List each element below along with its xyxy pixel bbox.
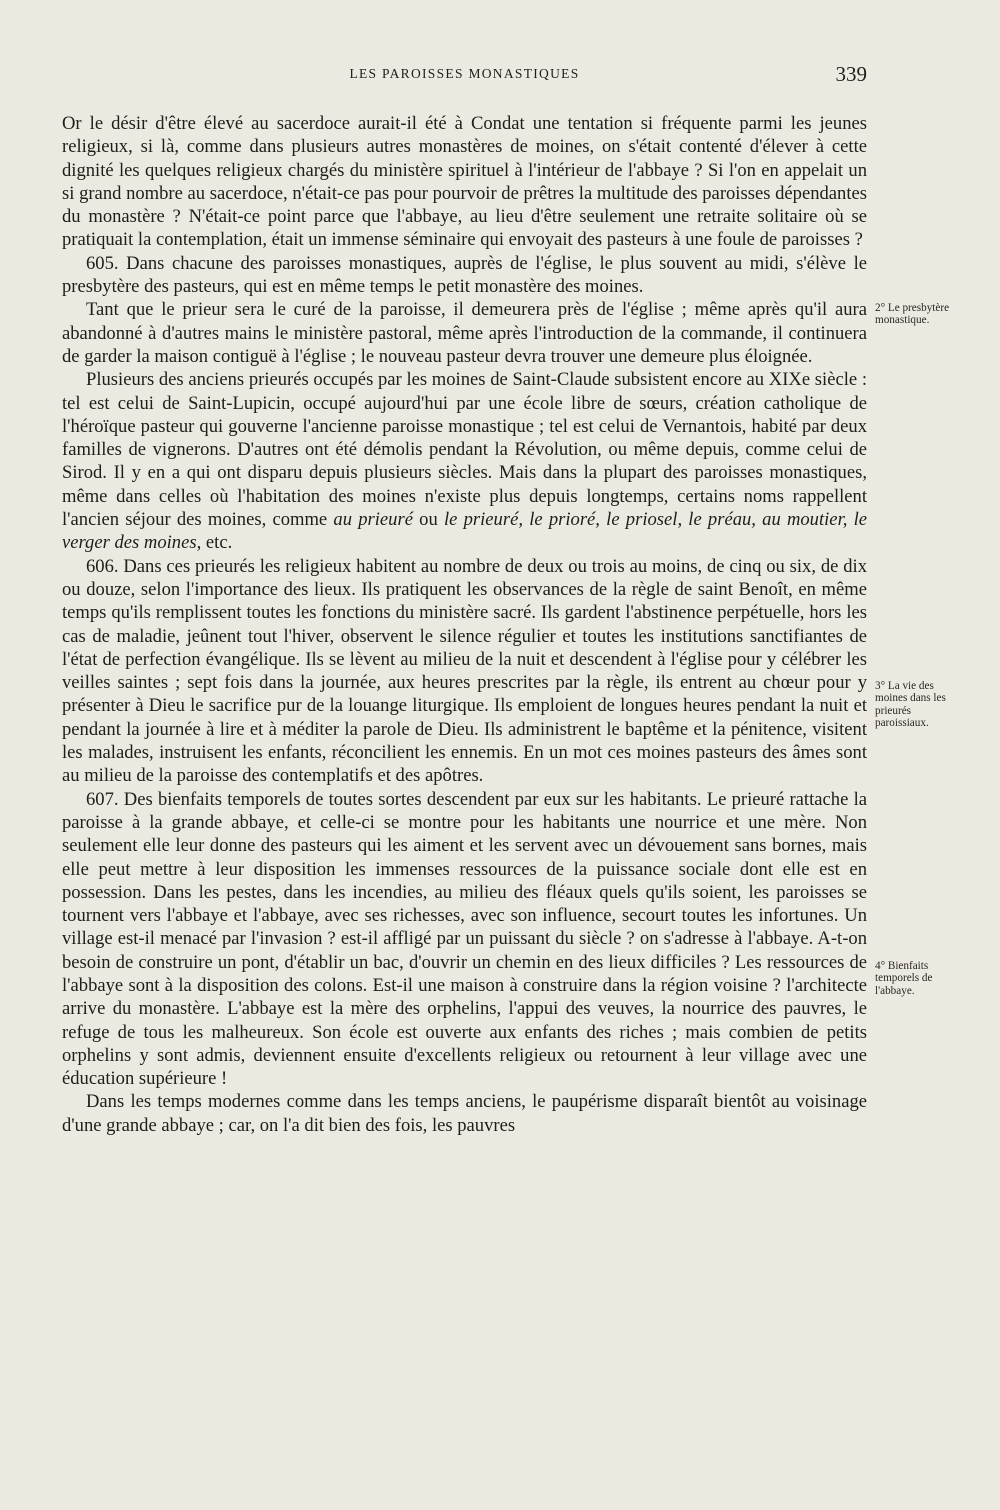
paragraph-605: 605. Dans chacune des paroisses monastiques, auprès de l'église, le plus souvent au midi, s'élève le presbytère des pasteurs, qui est en même temps le petit monastère des moines. — [62, 252, 867, 298]
paragraph-prieur: Tant que le prieur sera le curé de la paroisse, il demeurera près de l'église ; même après qu'il aura abandonné à d'autres mains le ministère pastoral, même après l'introduction de la commande, il continuera de garder la maison contiguë à l'église ; le nouveau pasteur devra trouver une demeure plus éloignée. — [62, 299, 867, 367]
margin-note-vie-moines: 3° La vie des moines dans les prieurés paroissiaux. — [875, 680, 946, 730]
italic-place-name: au prieuré — [333, 509, 413, 531]
paragraph-temps-modernes: Dans les temps modernes comme dans les temps anciens, le paupérisme disparaît bientôt au voisinage d'une grande abbaye ; car, on l'a dit bien des fois, les pauvres — [62, 1091, 867, 1136]
paragraph-intro: Or le désir d'être élevé au sacerdoce aurait-il été à Condat une tentation si fréquente parmi les jeunes religieux, si là, comme dans plusieurs autres monastères de moines, on s'était contenté d'élever à cette dignité les quelques religieux chargés du ministère spirituel à l'intérieur de l'abbaye ? Si l'on en appelait un si grand nombre au sacerdoce, n'était-ce pas pour pourvoir de prêtres la multitude des paroisses dépendantes du monastère ? N'était-ce point parce que l'abbaye, au lieu d'être seulement une retraite solitaire où se pratiquait la contemplation, était un immense séminaire qui envoyait des pasteurs à une foule de paroisses ? — [62, 113, 867, 251]
body-text — [62, 112, 867, 1137]
paragraph-prieures — [62, 368, 867, 554]
margin-note-presbytere: 2° Le presbytère monastique. — [875, 302, 950, 327]
italic-place-names: le prieuré, le prioré, le priosel, le préau, au moutier, le verger des moines, — [62, 509, 868, 554]
paragraph-606: 606. Dans ces prieurés les religieux habitent au nombre de deux ou trois au moins, de cinq ou six, de dix ou douze, selon l'importance des lieux. Ils pratiquent les observances de la règle de saint Benoît, en même temps qu'ils remplissent toutes les fonctions du ministère sacré. Ils gardent l'abstinence perpétuelle, hors les cas de maladie, jeûnent tout l'hiver, observent le silence régulier et toutes les institutions sanctifiantes de l'état de perfection évangélique. Ils se lèvent au milieu de la nuit et descendent à l'église pour y célébrer les veilles saintes ; sept fois dans la journée, aux heures prescrites par la règle, ils entrent au chœur pour y présenter à Dieu le sacrifice pur de la louange liturgique. Ils emploient de longues heures pendant la nuit et pendant la journée à lire et à méditer la parole de Dieu. Ils administrent le baptême et la pénitence, visitent les malades, instruisent les enfants, réconcilient les ennemis. En un mot ces moines pasteurs des âmes sont au milieu de la paroisse des contemplatifs et des apôtres. — [62, 555, 867, 787]
paragraph-607: 607. Des bienfaits temporels de toutes sortes descendent par eux sur les habitants. Le prieuré rattache la paroisse à la grande abbaye, et celle-ci se montre pour les habitants une nourrice et une mère. Non seulement elle leur donne des pasteurs qui les aiment et les servent avec un dévouement sans bornes, mais elle peut mettre à leur disposition les immenses ressources de la puissance sociale dont elle est en possession. Dans les pestes, dans les incendies, au milieu des fléaux quels qu'ils soient, les paroisses se tournent vers l'abbaye et l'abbaye, avec ses richesses, avec son influence, secourt toutes les infortunes. Un village est-il menacé par l'invasion ? est-il affligé par un puissant du siècle ? on s'adresse à l'abbaye. A-t-on besoin de construire un pont, d'établir un bac, d'ouvrir un chemin en des lieux difficiles ? Les ressources de l'abbaye sont à la disposition des colons. Est-il une maison à construire dans la région voisine ? l'architecte arrive du monastère. L'abbaye est la mère des orphelins, l'appui des veuves, la nourrice des pauvres, le refuge de tous les malheureux. Son école est ouverte aux enfants des riches ; mais combien de petits orphelins y sont admis, deviennent ensuite d'excellents religieux ou retournent à leur village avec une éducation supérieure ! — [62, 788, 867, 1090]
paragraph-prieures-tail: etc. — [205, 532, 233, 554]
running-title: LES PAROISSES MONASTIQUES — [349, 66, 580, 81]
running-header — [62, 62, 867, 86]
page-number: 339 — [835, 62, 867, 86]
paragraph-prieures-mid: ou — [419, 509, 438, 531]
margin-note-bienfaits: 4° Bienfaits temporels de l'abbaye. — [875, 960, 933, 997]
paragraph-prieures-text: Plusieurs des anciens prieurés occupés par les moines de Saint-Claude subsistent encore au XIXe siècle : tel est celui de Saint-Lupicin, occupé aujourd'hui par une école libre de sœurs, création catholique de l'héroïque pasteur qui gouverne l'ancienne paroisse monastique ; tel est celui de Vernantois, habité par deux familles de vignerons. D'autres ont été démolis pendant la Révolution, ou même depuis, comme celui de Sirod. Il y en a qui ont disparu depuis plusieurs siècles. Mais dans la plupart des paroisses monastiques, même dans celles où l'habitation des moines n'existe plus depuis longtemps, certains noms rappellent l'ancien séjour des moines, comme — [62, 369, 867, 531]
